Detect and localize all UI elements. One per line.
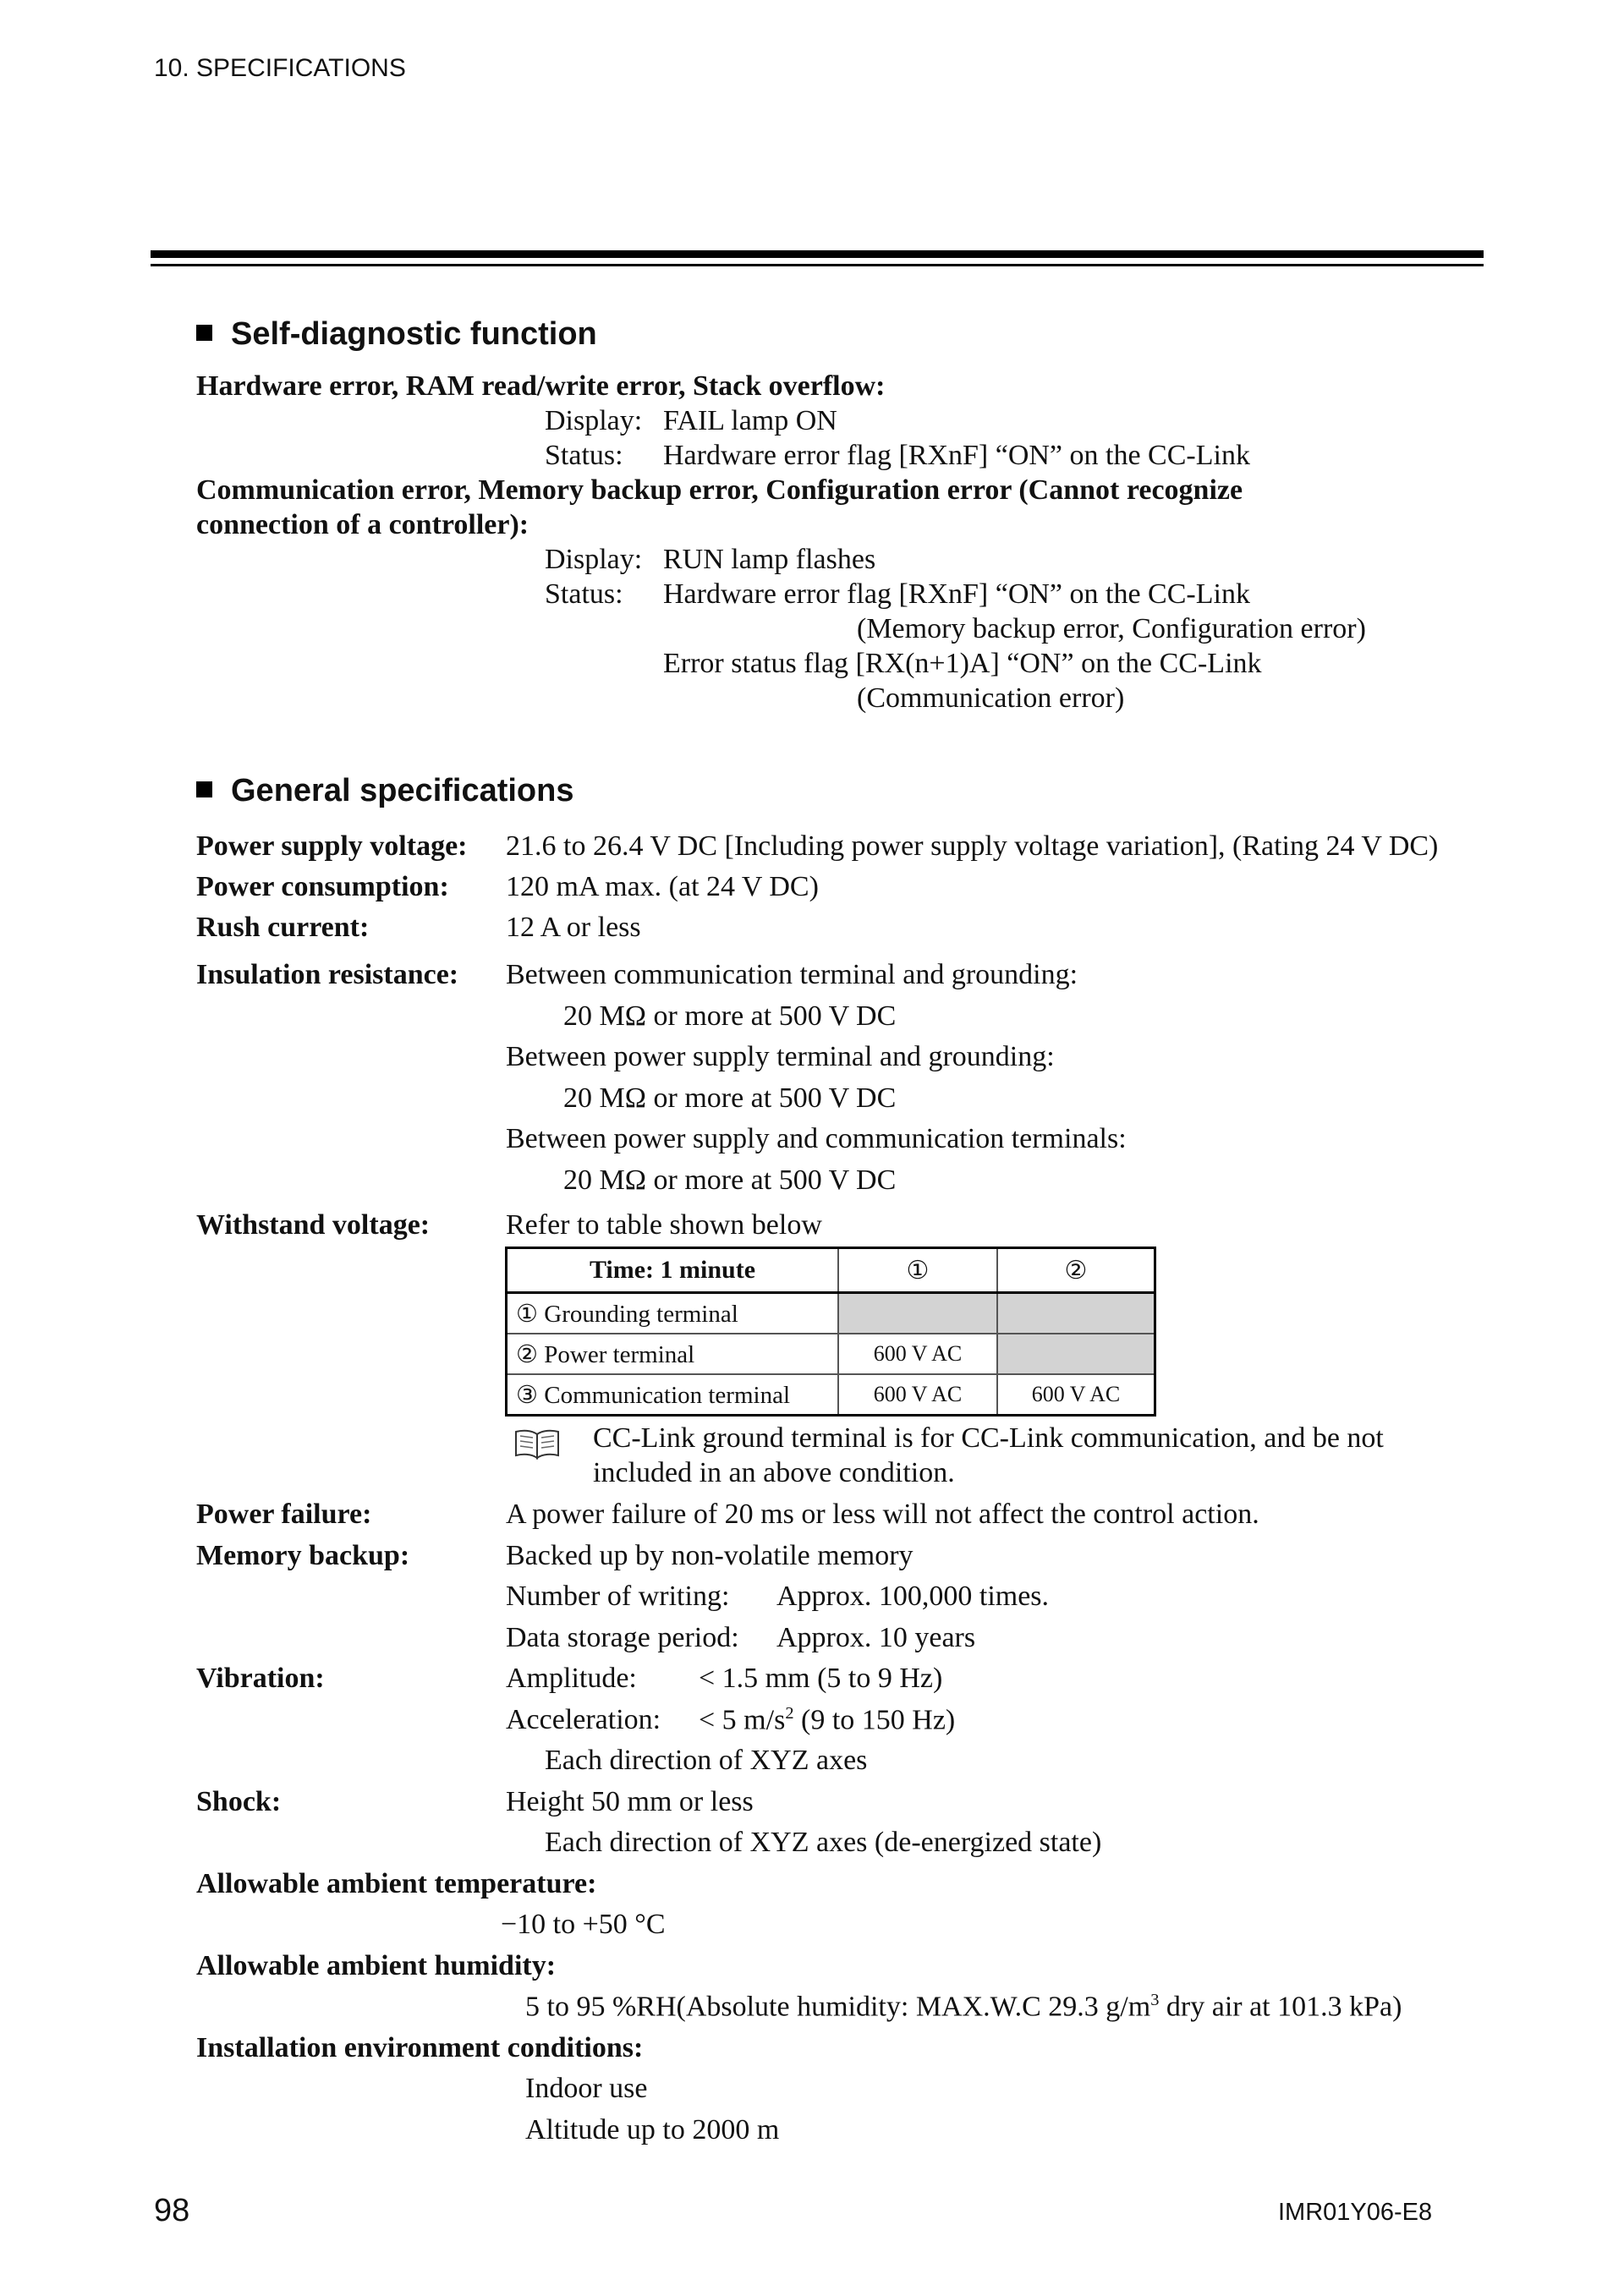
installation-label: Installation environment conditions: [196, 2032, 644, 2063]
table-cell-shaded [997, 1293, 1155, 1334]
diag-group1-title: Hardware error, RAM read/write error, Stack overflow: [196, 370, 886, 402]
book-icon [513, 1427, 562, 1461]
memory-writing-value: Approx. 100,000 times. [776, 1581, 1050, 1612]
power-failure-value: A power failure of 20 ms or less will not affect the control action. [506, 1499, 1259, 1530]
insulation-line: 20 MΩ or more at 500 V DC [563, 1000, 897, 1032]
memory-backup-value: Backed up by non-volatile memory [506, 1540, 914, 1571]
insulation-line: Between communication terminal and grounding: [506, 959, 1078, 990]
accel-value-text: < 5 m/s [699, 1704, 786, 1736]
power-consumption-label: Power consumption: [196, 871, 449, 902]
table-cell-shaded [838, 1293, 997, 1334]
shock-direction: Each direction of XYZ axes (de-energized state) [545, 1827, 1102, 1858]
memory-storage-label: Data storage period: [506, 1622, 739, 1653]
diag-group2-display-value: RUN lamp flashes [663, 544, 876, 575]
table-header-cell: ② [997, 1248, 1155, 1293]
table-cell: ① Grounding terminal [507, 1293, 839, 1334]
vibration-amplitude-label: Amplitude: [506, 1663, 637, 1694]
table-cell: 600 V AC [838, 1374, 997, 1416]
ambient-temperature-label: Allowable ambient temperature: [196, 1868, 597, 1899]
document-code: IMR01Y06-E8 [1278, 2199, 1433, 2226]
vibration-accel-value [699, 1704, 955, 1736]
humidity-value-text: 5 to 95 %RH(Absolute humidity: MAX.W.C 29.3 g/m [525, 1991, 1151, 2023]
withstand-voltage-label: Withstand voltage: [196, 1209, 431, 1241]
diag-group1-display-label: Display: [545, 405, 643, 436]
withstand-note-line2: included in an above condition. [593, 1457, 955, 1488]
installation-line2: Altitude up to 2000 m [525, 2114, 780, 2145]
header-rule-thin [151, 264, 1484, 266]
general-specs-heading-text: General specifications [231, 773, 574, 808]
power-failure-label: Power failure: [196, 1499, 372, 1530]
table-cell-shaded [997, 1334, 1155, 1374]
memory-backup-label: Memory backup: [196, 1540, 410, 1571]
diag-group2-title-line2: connection of a controller): [196, 509, 529, 540]
memory-storage-value: Approx. 10 years [776, 1622, 976, 1653]
diag-group1-status-label: Status: [545, 440, 623, 471]
withstand-note-line1: CC-Link ground terminal is for CC-Link communication, and be not [593, 1422, 1384, 1454]
self-diagnostic-heading [196, 316, 597, 353]
table-row [507, 1334, 1155, 1374]
shock-value: Height 50 mm or less [506, 1786, 754, 1817]
section-header: 10. SPECIFICATIONS [154, 54, 406, 82]
table-row [507, 1374, 1155, 1416]
insulation-line: 20 MΩ or more at 500 V DC [563, 1082, 897, 1114]
page-number: 98 [154, 2193, 190, 2228]
diag-group1-status-value: Hardware error flag [RXnF] “ON” on the CC-Link [663, 440, 1250, 471]
shock-label: Shock: [196, 1786, 282, 1817]
accel-value-range: (9 to 150 Hz) [793, 1704, 956, 1736]
diag-group2-status-value: Hardware error flag [RXnF] “ON” on the CC-Link [663, 578, 1250, 610]
diag-group2-status-note2: (Communication error) [857, 682, 1125, 714]
ambient-temperature-value: −10 to +50 °C [501, 1909, 666, 1940]
square-bullet-icon [196, 781, 212, 797]
withstand-voltage-value: Refer to table shown below [506, 1209, 822, 1241]
vibration-accel-label: Acceleration: [506, 1704, 661, 1735]
insulation-line: Between power supply terminal and grounding: [506, 1041, 1055, 1072]
diag-group2-status-note1: (Memory backup error, Configuration error) [857, 613, 1366, 644]
table-header-row [507, 1248, 1155, 1293]
self-diagnostic-heading-text: Self-diagnostic function [231, 316, 597, 352]
ambient-humidity-value [525, 1991, 1402, 2023]
memory-writing-label: Number of writing: [506, 1581, 730, 1612]
square-bullet-icon [196, 325, 212, 341]
insulation-line: Between power supply and communication terminals: [506, 1123, 1127, 1154]
ambient-humidity-label: Allowable ambient humidity: [196, 1950, 557, 1981]
installation-line1: Indoor use [525, 2073, 648, 2104]
insulation-line: 20 MΩ or more at 500 V DC [563, 1164, 897, 1196]
diag-group2-title-line1: Communication error, Memory backup error, Configuration error (Cannot recognize [196, 474, 1243, 506]
diag-group2-display-label: Display: [545, 544, 643, 575]
table-cell: 600 V AC [997, 1374, 1155, 1416]
vibration-amplitude-value: < 1.5 mm (5 to 9 Hz) [699, 1663, 943, 1694]
insulation-resistance-label: Insulation resistance: [196, 959, 459, 990]
diag-group1-display-value: FAIL lamp ON [663, 405, 837, 436]
table-header-cell: Time: 1 minute [507, 1248, 839, 1293]
power-supply-voltage-label: Power supply voltage: [196, 830, 468, 862]
rush-current-label: Rush current: [196, 912, 370, 943]
table-header-cell: ① [838, 1248, 997, 1293]
table-cell: ② Power terminal [507, 1334, 839, 1374]
power-supply-voltage-value: 21.6 to 26.4 V DC [Including power supply voltage variation], (Rating 24 V DC) [506, 830, 1439, 862]
diag-group2-status-label: Status: [545, 578, 623, 610]
withstand-voltage-table [505, 1247, 1156, 1417]
diag-group2-status-value2: Error status flag [RX(n+1)A] “ON” on the CC-Link [663, 648, 1262, 679]
vibration-direction: Each direction of XYZ axes [545, 1745, 868, 1776]
table-cell: ③ Communication terminal [507, 1374, 839, 1416]
general-specs-heading [196, 773, 574, 809]
power-consumption-value: 120 mA max. (at 24 V DC) [506, 871, 819, 902]
humidity-value-exponent: 3 [1150, 1991, 1160, 2009]
table-cell: 600 V AC [838, 1334, 997, 1374]
header-rule-thick [151, 250, 1484, 258]
humidity-value-tail: dry air at 101.3 kPa) [1159, 1991, 1402, 2023]
table-row [507, 1293, 1155, 1334]
vibration-label: Vibration: [196, 1663, 325, 1694]
accel-value-exponent: 2 [785, 1704, 794, 1723]
rush-current-value: 12 A or less [506, 912, 641, 943]
